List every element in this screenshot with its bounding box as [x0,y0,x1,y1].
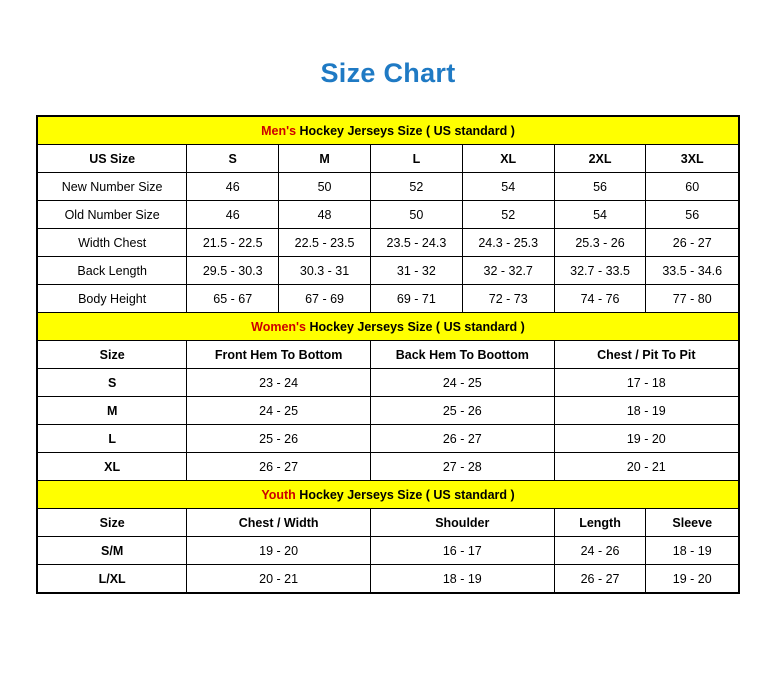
col-header: Back Hem To Boottom [370,341,554,369]
cell: 46 [187,201,279,229]
cell: 26 - 27 [187,453,371,481]
cell: 52 [370,173,462,201]
cell: 26 - 27 [370,425,554,453]
cell: 22.5 - 23.5 [279,229,371,257]
cell: 25.3 - 26 [554,229,646,257]
cell: 56 [646,201,739,229]
section-heading-accent-youth: Youth [261,487,296,502]
cell: 18 - 19 [554,397,738,425]
table-row [38,145,739,173]
row-label: M [38,397,187,425]
cell: 26 - 27 [646,229,739,257]
cell: 77 - 80 [646,285,739,313]
cell: 20 - 21 [187,565,371,593]
row-label: Width Chest [38,229,187,257]
cell: 26 - 27 [554,565,646,593]
cell: 24 - 25 [187,397,371,425]
cell: 54 [462,173,554,201]
cell: 24.3 - 25.3 [462,229,554,257]
section-header-mens [38,117,739,145]
col-header: Size [38,341,187,369]
cell: 29.5 - 30.3 [187,257,279,285]
cell: 23 - 24 [187,369,371,397]
cell: 23.5 - 24.3 [370,229,462,257]
section-heading-accent-mens: Men's [261,123,297,138]
cell: 32 - 32.7 [462,257,554,285]
cell: 18 - 19 [370,565,554,593]
row-label: New Number Size [38,173,187,201]
cell: 21.5 - 22.5 [187,229,279,257]
table-row [38,173,739,201]
table-row [38,453,739,481]
col-header: Sleeve [646,509,739,537]
row-label: Body Height [38,285,187,313]
col-header: M [279,145,371,173]
section-heading-accent-womens: Women's [251,319,306,334]
row-label: XL [38,453,187,481]
col-header: L [370,145,462,173]
cell: 20 - 21 [554,453,738,481]
table-row [38,369,739,397]
section-header-womens [38,313,739,341]
col-header: 2XL [554,145,646,173]
section-heading-mens [38,117,739,145]
col-header: S [187,145,279,173]
cell: 24 - 26 [554,537,646,565]
col-header: Length [554,509,646,537]
cell: 54 [554,201,646,229]
table-row [38,425,739,453]
row-label: L/XL [38,565,187,593]
cell: 25 - 26 [370,397,554,425]
cell: 19 - 20 [187,537,371,565]
cell: 31 - 32 [370,257,462,285]
cell: 52 [462,201,554,229]
section-heading-youth [38,481,739,509]
cell: 69 - 71 [370,285,462,313]
section-heading-rest-womens: Hockey Jerseys Size ( US standard ) [305,319,525,334]
col-header: 3XL [646,145,739,173]
table-row [38,537,739,565]
col-header: Shoulder [370,509,554,537]
cell: 74 - 76 [554,285,646,313]
cell: 46 [187,173,279,201]
table-row [38,341,739,369]
table-row [38,229,739,257]
cell: 18 - 19 [646,537,739,565]
cell: 19 - 20 [554,425,738,453]
cell: 67 - 69 [279,285,371,313]
col-header: US Size [38,145,187,173]
size-chart-table [37,116,739,593]
row-label: Back Length [38,257,187,285]
cell: 56 [554,173,646,201]
row-label: S/M [38,537,187,565]
row-label: L [38,425,187,453]
table-row [38,565,739,593]
section-heading-rest-youth: Hockey Jerseys Size ( US standard ) [295,487,515,502]
cell: 25 - 26 [187,425,371,453]
cell: 65 - 67 [187,285,279,313]
row-label: Old Number Size [38,201,187,229]
cell: 60 [646,173,739,201]
cell: 24 - 25 [370,369,554,397]
table-row [38,397,739,425]
table-row [38,201,739,229]
cell: 30.3 - 31 [279,257,371,285]
cell: 32.7 - 33.5 [554,257,646,285]
cell: 27 - 28 [370,453,554,481]
table-row [38,285,739,313]
col-header: Chest / Pit To Pit [554,341,738,369]
section-heading-womens [38,313,739,341]
cell: 19 - 20 [646,565,739,593]
col-header: Size [38,509,187,537]
cell: 33.5 - 34.6 [646,257,739,285]
row-label: S [38,369,187,397]
table-row [38,509,739,537]
cell: 48 [279,201,371,229]
col-header: XL [462,145,554,173]
cell: 16 - 17 [370,537,554,565]
cell: 72 - 73 [462,285,554,313]
section-header-youth [38,481,739,509]
cell: 50 [370,201,462,229]
page-title: Size Chart [320,58,456,88]
cell: 50 [279,173,371,201]
cell: 17 - 18 [554,369,738,397]
col-header: Front Hem To Bottom [187,341,371,369]
table-row [38,257,739,285]
size-chart-container [36,115,740,594]
section-heading-rest-mens: Hockey Jerseys Size ( US standard ) [296,123,515,138]
col-header: Chest / Width [187,509,371,537]
